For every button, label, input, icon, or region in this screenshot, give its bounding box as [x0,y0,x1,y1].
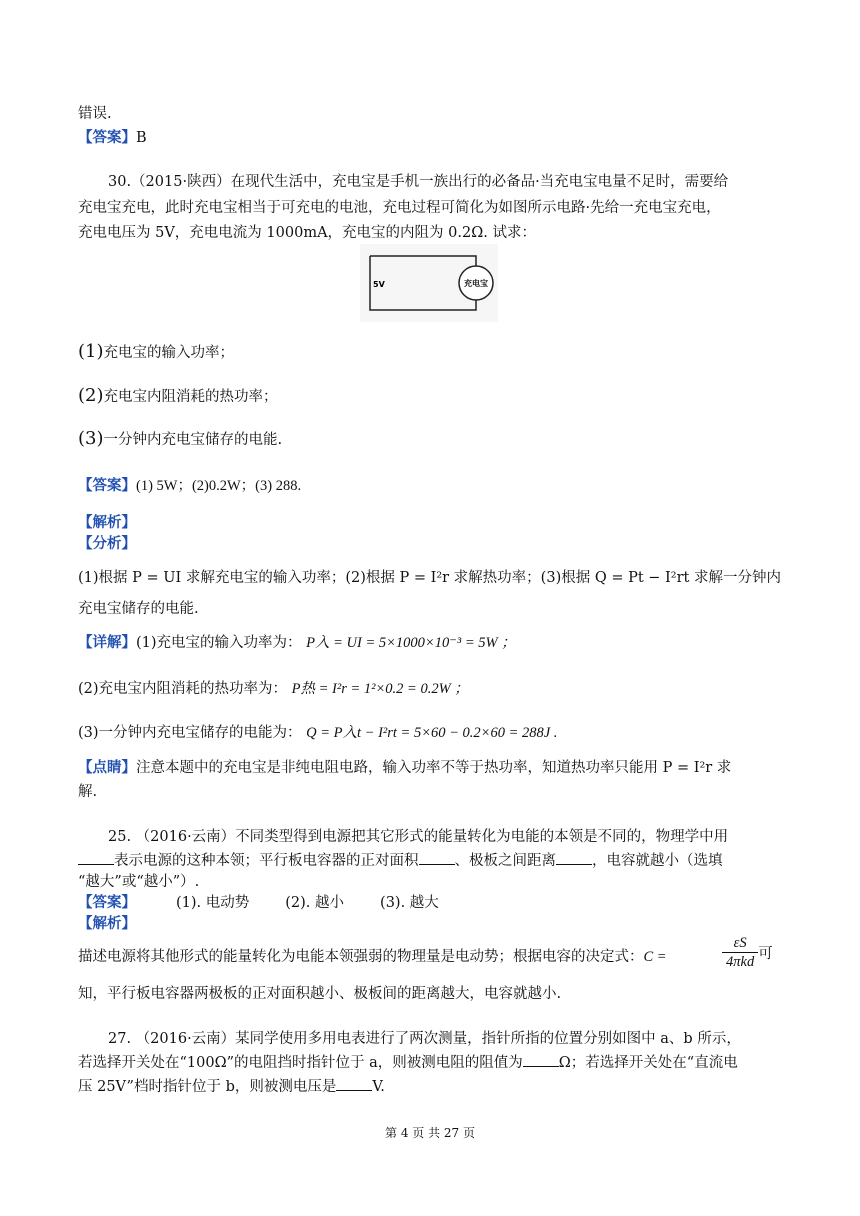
q30-line-2: 充电宝充电，此时充电宝相当于可充电的电池，充电过程可简化为如图所示电路·先给一充电宝充电， [78,200,721,216]
answer-tag: 【答案】 [78,130,136,146]
blank [556,850,592,865]
q25-line-2: 表示电源的这种本领；平行板电容器的正对面积 、极板之间距离 ，电容就越小（选填 [78,850,800,872]
q30-sub-2: (2)充电宝内阻消耗的热功率； [78,385,278,406]
q30-xiangjie-1: 【详解】(1)充电宝的输入功率为： P入 = UI = 5×1000×10⁻³ = 5W ； [78,635,516,651]
q30-line-3: 充电电压为 5V，充电电流为 1000mA，充电宝的内阻为 0.2Ω. 试求： [78,225,536,241]
q25-line-1: 25. （2016·云南）不同类型得到电源把其它形式的能量转化为电能的本领是不同的，物理学中用 [108,829,729,845]
q25-jiexi-line-2: 知，平行板电容器两极板的正对面积越小、极板间的距离越大，电容就越小. [78,986,562,1002]
page-footer: 第 4 页 共 27 页 [385,1126,475,1140]
answer-line [78,127,800,149]
device-label: 充电宝 [464,279,488,288]
blank [336,1076,372,1091]
q25-jiexi-tag: 【解析】 [78,916,136,932]
text-line: 错误. [78,106,112,122]
capacitance-fraction: $\frac{\varepsilon S}{\text{4πkd}}$ 可 [722,934,773,971]
q25-answer: 【答案】 (1). 电动势 (2). 越小 (3). 越大 [78,895,439,911]
q25-line-3: “越大”或“越小”）. [78,874,200,890]
q30-fenxi-tag: 【分析】 [78,536,136,552]
q30-dianjing-2: 解. [78,784,98,800]
q30-answer: 【答案】(1) 5W；(2)0.2W；(3) 288. [78,478,302,494]
answer-value: B [136,130,147,146]
voltage-label: 5V [373,280,385,289]
blank [78,850,114,865]
q30-dianjing-1: 【点睛】注意本题中的充电宝是非纯电阻电路，输入功率不等于热功率，知道热功率只能用 P = I²r 求 [78,760,732,776]
q30-line-1: 30.（2015·陕西）在现代生活中，充电宝是手机一族出行的必备品·当充电宝电量不足时，需要给 [108,174,729,190]
q25-jiexi-line-1: 描述电源将其他形式的能量转化为电能本领强弱的物理量是电动势；根据电容的决定式：C = [78,949,667,965]
q27-line-1: 27. （2016·云南）某同学使用多用电表进行了两次测量，指针所指的位置分别如图中 a、b 所示， [108,1031,741,1047]
q27-line-2: 若选择开关处在“100Ω”的电阻挡时指针位于 a，则被测电阻的阻值为 Ω；若选择开关处在“直流电 [78,1052,800,1074]
q30-sub-1: (1)充电宝的输入功率； [78,341,234,362]
blank [419,850,455,865]
q27-line-3: 压 25V”档时指针位于 b，则被测电压是 V. [78,1076,800,1098]
q30-fenxi-line-2: 充电宝储存的电能. [78,601,199,617]
q30-sub-3: (3)一分钟内充电宝储存的电能. [78,428,283,449]
blank [523,1052,559,1067]
q30-jiexi-tag: 【解析】 [78,515,136,531]
q30-fenxi-line-1: (1)根据 P = UI 求解充电宝的输入功率；(2)根据 P = I²r 求解热功率；(3)根据 Q = Pt − I²rt 求解一分钟内 [78,570,781,586]
q30-xiangjie-2: (2)充电宝内阻消耗的热功率为： P热 = I²r = 1²×0.2 = 0.2W ； [78,681,469,697]
q30-xiangjie-3: (3)一分钟内充电宝储存的电能为： Q = P入t − I²rt = 5×60 − 0.2×60 = 288J . [78,725,558,741]
circuit-diagram [360,244,498,322]
